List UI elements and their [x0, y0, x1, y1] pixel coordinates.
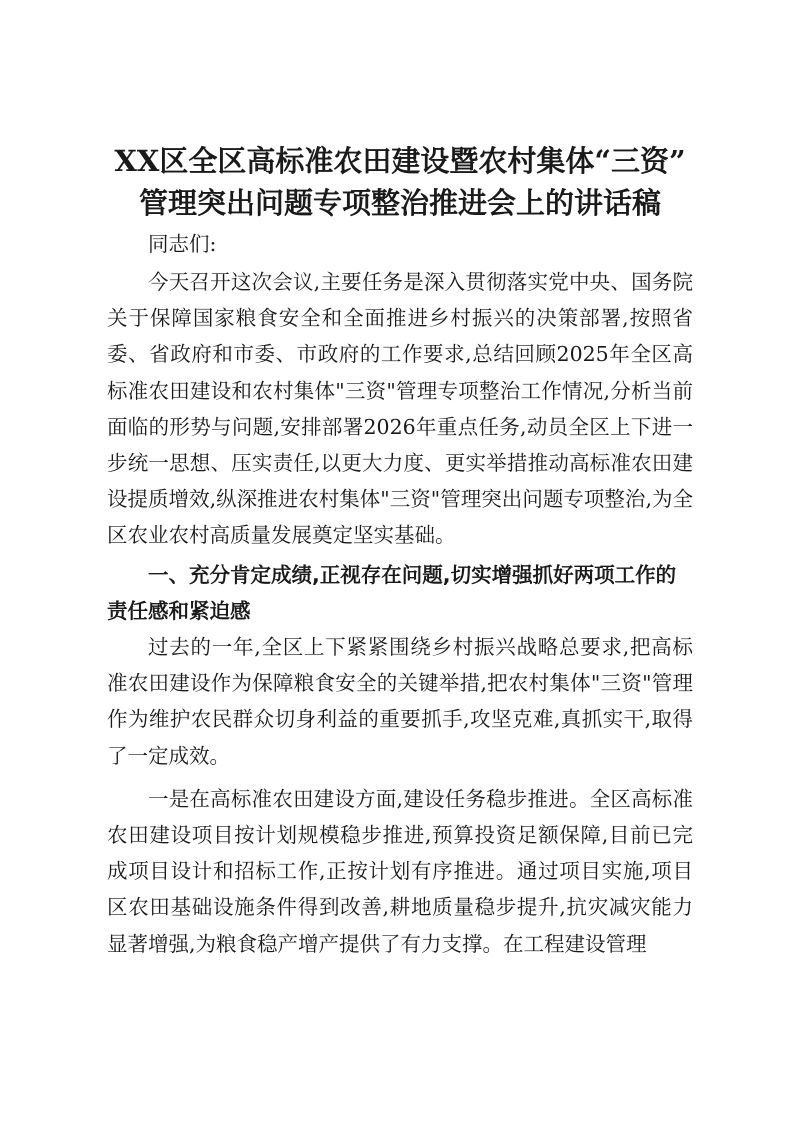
document-title — [107, 140, 693, 224]
title-line-2: 管理突出问题专项整治推进会上的讲话稿 — [138, 186, 661, 220]
paragraph-farmland: 一是在高标准农田建设方面,建设任务稳步推进。全区高标准农田建设项目按计划规模稳步推进,预算投资足额保障,目前已完成项目设计和招标工作,正按计划有序推进。通过项目实施,项目区农田基础设施条件得到改善,耕地质量稳步提升,抗灾减灾能力显著增强,为粮食稳产增产提供了有力支撑。在工程建设管理 — [107, 786, 693, 956]
paragraph-achievements: 过去的一年,全区上下紧紧围绕乡村振兴战略总要求,把高标准农田建设作为保障粮食安全的关键举措,把农村集体"三资"管理作为维护农民群众切身利益的重要抓手,攻坚克难,真抓实干,取得了一定成效。 — [107, 635, 693, 768]
section-heading-1: 一、充分肯定成绩,正视存在问题,切实增强抓好两项工作的责任感和紧迫感 — [107, 562, 677, 623]
salutation: 同志们: — [148, 232, 217, 256]
paragraph-opening: 今天召开这次会议,主要任务是深入贯彻落实党中央、国务院关于保障国家粮食安全和全面推进乡村振兴的决策部署,按照省委、省政府和市委、市政府的工作要求,总结回顾2025年全区高标准农田建设和农村集体"三资"管理专项整治工作情况,分析当前面临的形势与问题,安排部署2026年重点任务,动员全区上下进一步统一思想、压实责任,以更大力度、更实举措推动高标准农田建设提质增效,纵深推进农村集体"三资"管理突出问题专项整治,为全区农业农村高质量发展奠定坚实基础。 — [107, 270, 693, 548]
title-line-1: XX区全区高标准农田建设暨农村集体“三资” — [114, 144, 686, 178]
